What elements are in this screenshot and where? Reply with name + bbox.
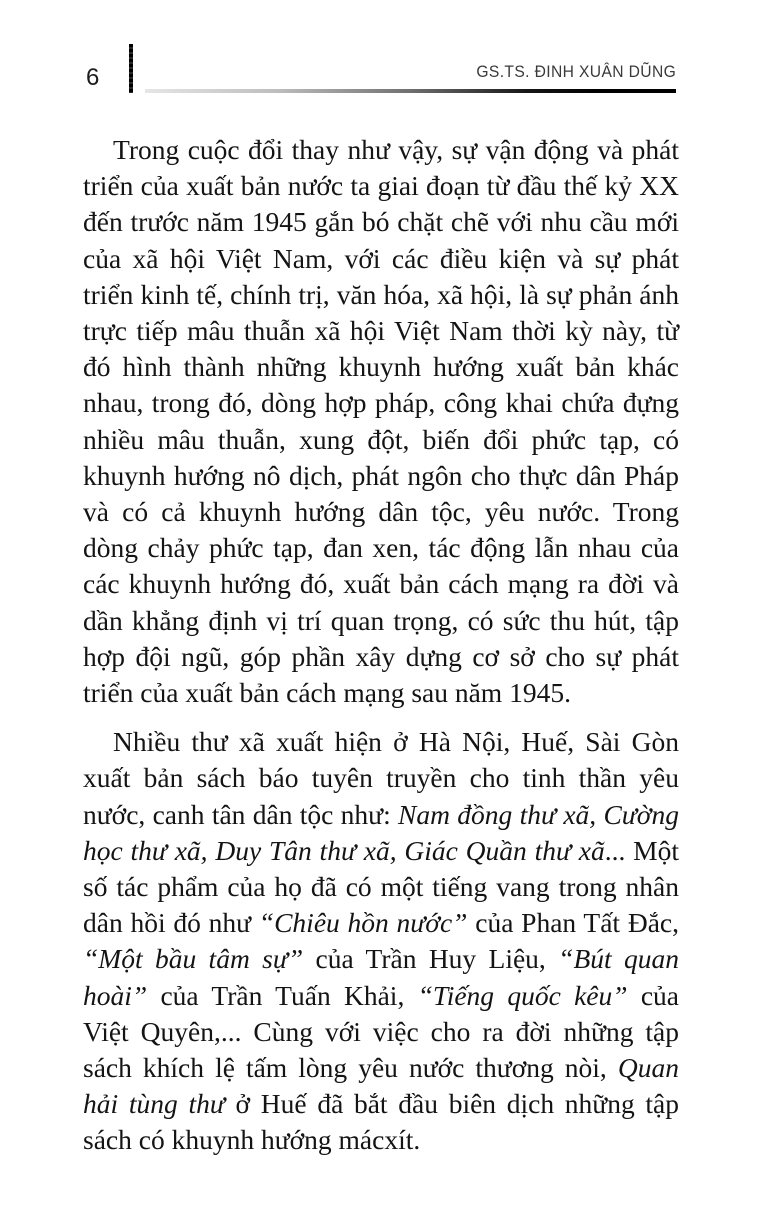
text-run: Trong cuộc đổi thay như vậy, sự vận động và phát triển của xuất bản nước ta giai đoạn từ đầu thế kỷ XX đến trước năm 1945 gắn bó chặt chẽ với nhu cầu mới của xã hội Việt Nam, với các điều kiện và sự phát triển kinh tế, chính trị, văn hóa, xã hội, là sự phản ánh trực tiếp mâu thuẫn xã hội Việt Nam thời kỳ này, từ đó hình thành những khuynh hướng xuất bản khác nhau, trong đó, dòng hợp pháp, công khai chứa đựng nhiều mâu thuẫn, xung đột, biến đổi phức tạp, có khuynh hướng nô dịch, phát ngôn cho thực dân Pháp và có cả khuynh hướng dân tộc, yêu nước. Trong dòng chảy phức tạp, đan xen, tác động lẫn nhau của các khuynh hướng đó, xuất bản cách mạng ra đời và dần khẳng định vị trí quan trọng, có sức thu hút, tập hợp đội ngũ, góp phần xây dựng cơ sở cho sự phát triển của xuất bản cách mạng sau năm 1945. (83, 134, 679, 709)
text-run: của Việt Quyên,... Cùng với việc cho ra đời những tập sách khích lệ tấm lòng yêu nước thương nòi, (83, 979, 679, 1084)
header-rule (145, 89, 676, 93)
italic-text-run: “Bút quan hoài” (83, 943, 680, 1011)
page-number: 6 (86, 64, 100, 91)
italic-text-run: Nam đồng thư xã, Cường học thư xã, Duy Tân thư xã, Giác Quần thư xã (83, 798, 679, 866)
header-vertical-divider (129, 44, 133, 93)
italic-text-run: Quan hải tùng thư (83, 1052, 679, 1120)
text-run: của Trần Tuấn Khải, (147, 979, 418, 1011)
running-header-author: GS.TS. ĐINH XUÂN DŨNG (476, 62, 676, 81)
text-run: ... Một số tác phẩm của họ đã có một tiếng vang trong nhân dân hồi đó như (83, 834, 680, 939)
text-run: của Trần Huy Liệu, (303, 943, 559, 975)
text-run: Nhiều thư xã xuất hiện ở Hà Nội, Huế, Sài Gòn xuất bản sách báo tuyên truyền cho tinh thần yêu nước, canh tân dân tộc như: (83, 726, 679, 830)
italic-text-run: “Một bầu tâm sự” (83, 943, 304, 975)
text-run: ở Huế đã bắt đầu biên dịch những tập sách có khuynh hướng mácxít. (83, 1088, 680, 1156)
paragraph (83, 132, 679, 711)
italic-text-run: “Chiêu hồn nước” (258, 907, 468, 939)
body-text (83, 132, 679, 1159)
italic-text-run: “Tiếng quốc kêu” (417, 979, 628, 1011)
paragraph (83, 724, 679, 1158)
text-run: của Phan Tất Đắc, (467, 907, 679, 939)
